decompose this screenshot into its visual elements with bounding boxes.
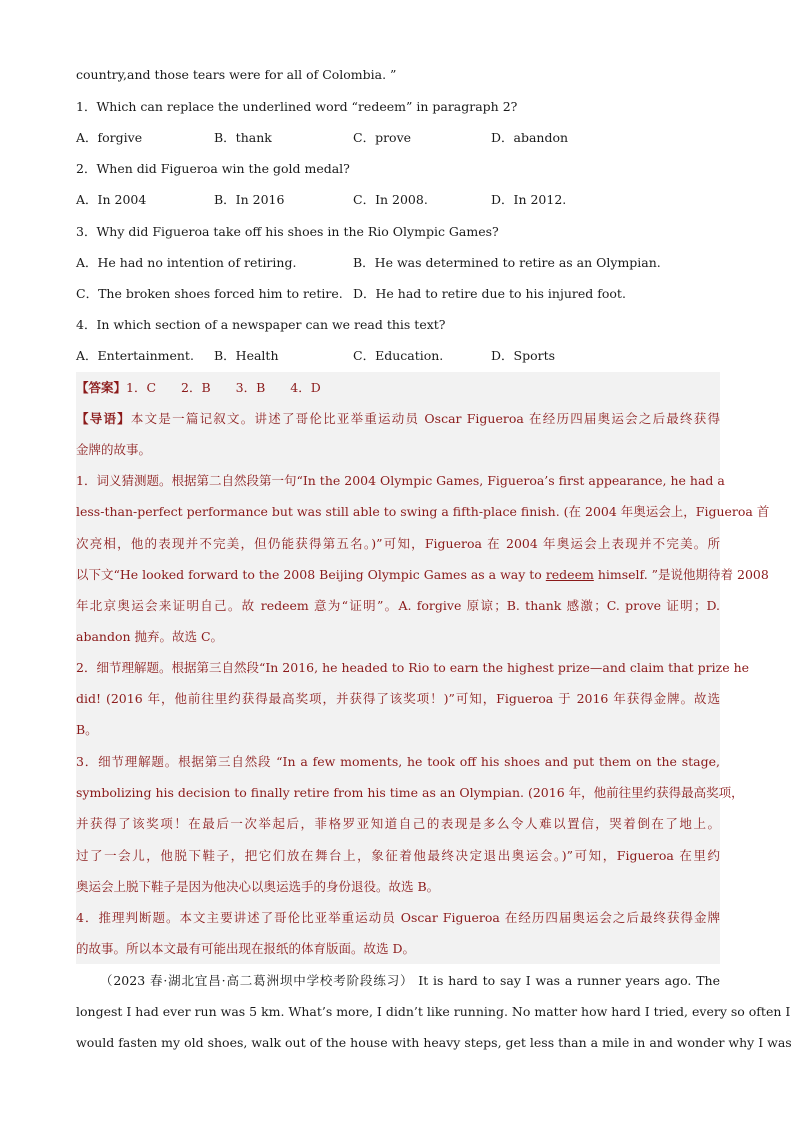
question-3-stem: 3．Why did Figueroa take off his shoes in the Rio Olympic Games? (76, 224, 499, 239)
q3-option-b: B．He was determined to retire as an Olympian. (353, 255, 661, 270)
explanation-1-line-3: 次亮相，他的表现并不完美，但仍能获得第五名。)”可知，Figueroa 在 2004 年奥运会上表现并不完美。所 (76, 536, 720, 551)
explanation-2-line-3: B。 (76, 722, 98, 737)
explanation-1-line-4-start: 以下文“He looked forward to the 2008 Beijing Olympic Games as a way to (76, 567, 546, 582)
next-passage-line-3: would fasten my old shoes, walk out of the house with heavy steps, get less than a mile in and wonder why I was (76, 1035, 792, 1050)
answer-values: 1．C 2．B 3．B 4．D (126, 380, 321, 395)
explanation-1-line-4-end: himself. ”是说他期待着 2008 (593, 567, 769, 582)
explanation-1-line-2: less-than-perfect performance but was still able to swing a fifth-place finish. (在 2004 年奥运会上，Figueroa 首 (76, 504, 770, 519)
next-passage-line-2: longest I had ever run was 5 km. What’s more, I didn’t like running. No matter how hard I tried, every so often I (76, 1004, 791, 1019)
explanation-3-line-2: symbolizing his decision to finally retire from his time as an Olympian. (2016 年，他前往里约获得最高奖项， (76, 785, 744, 800)
explanation-3-line-3: 并获得了该奖项！在最后一次举起后，菲格罗亚知道自己的表现是多么令人难以置信，哭着倒在了地上。 (76, 816, 720, 831)
guide-line-1 (76, 410, 720, 428)
question-4-stem: 4．In which section of a newspaper can we read this text? (76, 317, 446, 332)
answer-tag: 【答案】 (76, 380, 127, 395)
q2-option-a: A．In 2004 (76, 192, 147, 207)
q4-option-d: D．Sports (491, 348, 556, 363)
guide-line-2: 金牌的故事。 (76, 442, 152, 457)
answer-line (76, 379, 321, 397)
q4-option-c: C．Education. (353, 348, 444, 363)
explanation-3-line-1: 3．细节理解题。根据第三自然段 “In a few moments, he took off his shoes and put them on the stage, (76, 754, 720, 769)
q2-option-c: C．In 2008. (353, 192, 428, 207)
q4-option-a: A．Entertainment. (76, 348, 194, 363)
q3-option-c: C．The broken shoes forced him to retire. (76, 286, 343, 301)
q3-option-a: A．He had no intention of retiring. (76, 255, 297, 270)
explanation-2-line-1: 2．细节理解题。根据第三自然段“In 2016, he headed to Rio to earn the highest prize—and claim that prize he (76, 660, 750, 675)
passage-tail: country,and those tears were for all of Colombia. ” (76, 67, 397, 82)
guide-text-1: 本文是一篇记叙文。讲述了哥伦比亚举重运动员 Oscar Figueroa 在经历四届奥运会之后最终获得 (130, 411, 720, 426)
q2-option-d: D．In 2012. (491, 192, 567, 207)
next-passage-line-1: （2023 春·湖北宜昌·高二葛洲坝中学校考阶段练习） It is hard to say I was a runner years ago. The (100, 973, 720, 988)
explanation-3-line-5: 奥运会上脱下鞋子是因为他决心以奥运选手的身份退役。故选 B。 (76, 879, 440, 894)
explanation-1-line-6: abandon 抛弃。故选 C。 (76, 629, 224, 644)
explanation-1-line-1: 1．词义猜测题。根据第二自然段第一句“In the 2004 Olympic Games, Figueroa’s first appearance, he had a (76, 473, 725, 488)
question-1-stem: 1．Which can replace the underlined word “redeem” in paragraph 2? (76, 99, 518, 114)
underlined-word-redeem: redeem (545, 567, 594, 582)
explanation-1-line-4 (76, 566, 769, 584)
q1-option-a: A．forgive (76, 130, 143, 145)
q3-option-d: D．He had to retire due to his injured foot. (353, 286, 626, 301)
explanation-1-line-5: 年北京奥运会来证明自己。故 redeem 意为“证明”。A. forgive 原谅；B. thank 感激；C. prove 证明；D. (76, 598, 720, 613)
explanation-2-line-2: did! (2016 年，他前往里约获得最高奖项，并获得了该奖项！)”可知，Figueroa 于 2016 年获得金牌。故选 (76, 691, 720, 706)
explanation-4-line-2: 的故事。所以本文最有可能出现在报纸的体育版面。故选 D。 (76, 941, 415, 956)
question-2-stem: 2．When did Figueroa win the gold medal? (76, 161, 350, 176)
guide-tag: 【导语】 (76, 411, 131, 426)
q1-option-b: B．thank (214, 130, 272, 145)
q2-option-b: B．In 2016 (214, 192, 285, 207)
explanation-4-line-1: 4．推理判断题。本文主要讲述了哥伦比亚举重运动员 Oscar Figueroa 在经历四届奥运会之后最终获得金牌 (76, 910, 720, 925)
q1-option-c: C．prove (353, 130, 412, 145)
explanation-3-line-4: 过了一会儿，他脱下鞋子，把它们放在舞台上，象征着他最终决定退出奥运会。)”可知，Figueroa 在里约 (76, 848, 720, 863)
q4-option-b: B．Health (214, 348, 279, 363)
q1-option-d: D．abandon (491, 130, 569, 145)
